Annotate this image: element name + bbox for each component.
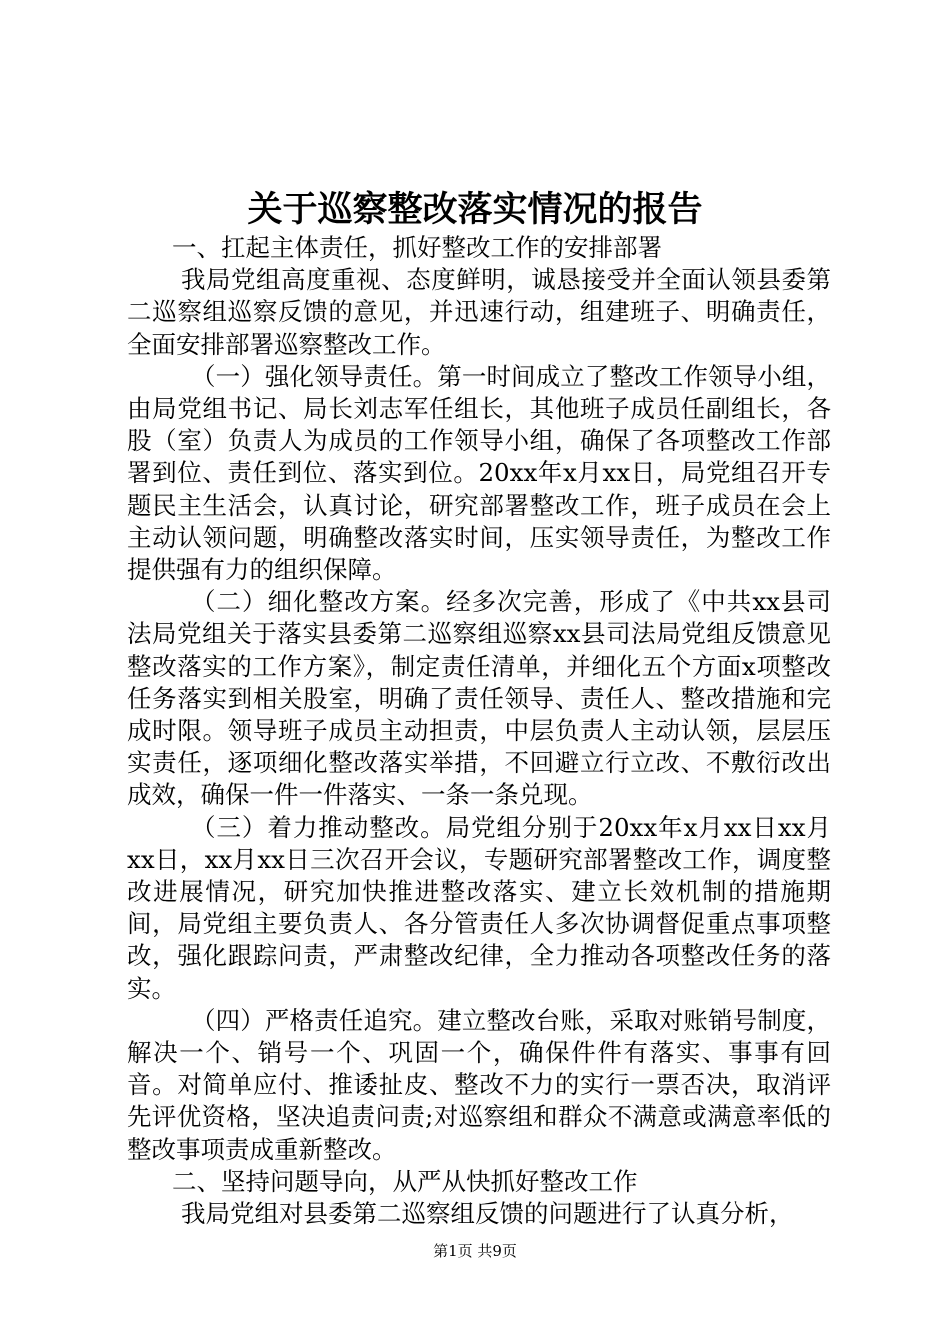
body-paragraph: 我局党组高度重视、态度鲜明，诚恳接受并全面认领县委第二巡察组巡察反馈的意见，并迅速行动，组建班子、明确责任，全面安排部署巡察整改工作。 [127,265,831,359]
page-number-footer: 第1页 共9页 [433,1242,517,1260]
section-heading-2: 二、坚持问题导向，从严从快抓好整改工作 [172,1166,638,1196]
section-heading-1: 一、扛起主体责任，抓好整改工作的安排部署 [172,233,662,262]
body-paragraph-subitem-2: （二）细化整改方案。经多次完善，形成了《中共xx县司法局党组关于落实县委第二巡察组巡察xx县司法局党组反馈意见整改落实的工作方案》，制定责任清单，并细化五个方面x项整改任务落实到相关股室，明确了责任领导、责任人、整改措施和完成时限。领导班子成员主动担责，中层负责人主动认领，层层压实责任，逐项细化整改落实举措，不回避立行立改、不敷衍改出成效，确保一件一件落实、一条一条兑现。 [127,587,831,810]
body-paragraph-subitem-4: （四）严格责任追究。建立整改台账，采取对账销号制度，解决一个、销号一个、巩固一个，确保件件有落实、事事有回音。对简单应付、推诿扯皮、整改不力的实行一票否决，取消评先评优资格，坚决追责问责;对巡察组和群众不满意或满意率低的整改事项责成重新整改。 [127,1005,831,1164]
body-paragraph-subitem-1: （一）强化领导责任。第一时间成立了整改工作领导小组，由局党组书记、局长刘志军任组长，其他班子成员任副组长，各股（室）负责人为成员的工作领导小组，确保了各项整改工作部署到位、责任到位、落实到位。20xx年x月xx日，局党组召开专题民主生活会，认真讨论，研究部署整改工作，班子成员在会上主动认领问题，明确整改落实时间，压实领导责任，为整改工作提供强有力的组织保障。 [127,361,831,585]
body-paragraph-subitem-3: （三）着力推动整改。局党组分别于20xx年x月xx日xx月xx日，xx月xx日三次召开会议，专题研究部署整改工作，调度整改进展情况，研究加快推进整改落实、建立长效机制的措施期间，局党组主要负责人、各分管责任人多次协调督促重点事项整改，强化跟踪问责，严肃整改纪律，全力推动各项整改任务的落实。 [127,812,831,1003]
body-paragraph: 我局党组对县委第二巡察组反馈的问题进行了认真分析， [181,1199,794,1229]
document-title: 关于巡察整改落实情况的报告 [247,189,703,230]
document-body [127,232,831,1230]
